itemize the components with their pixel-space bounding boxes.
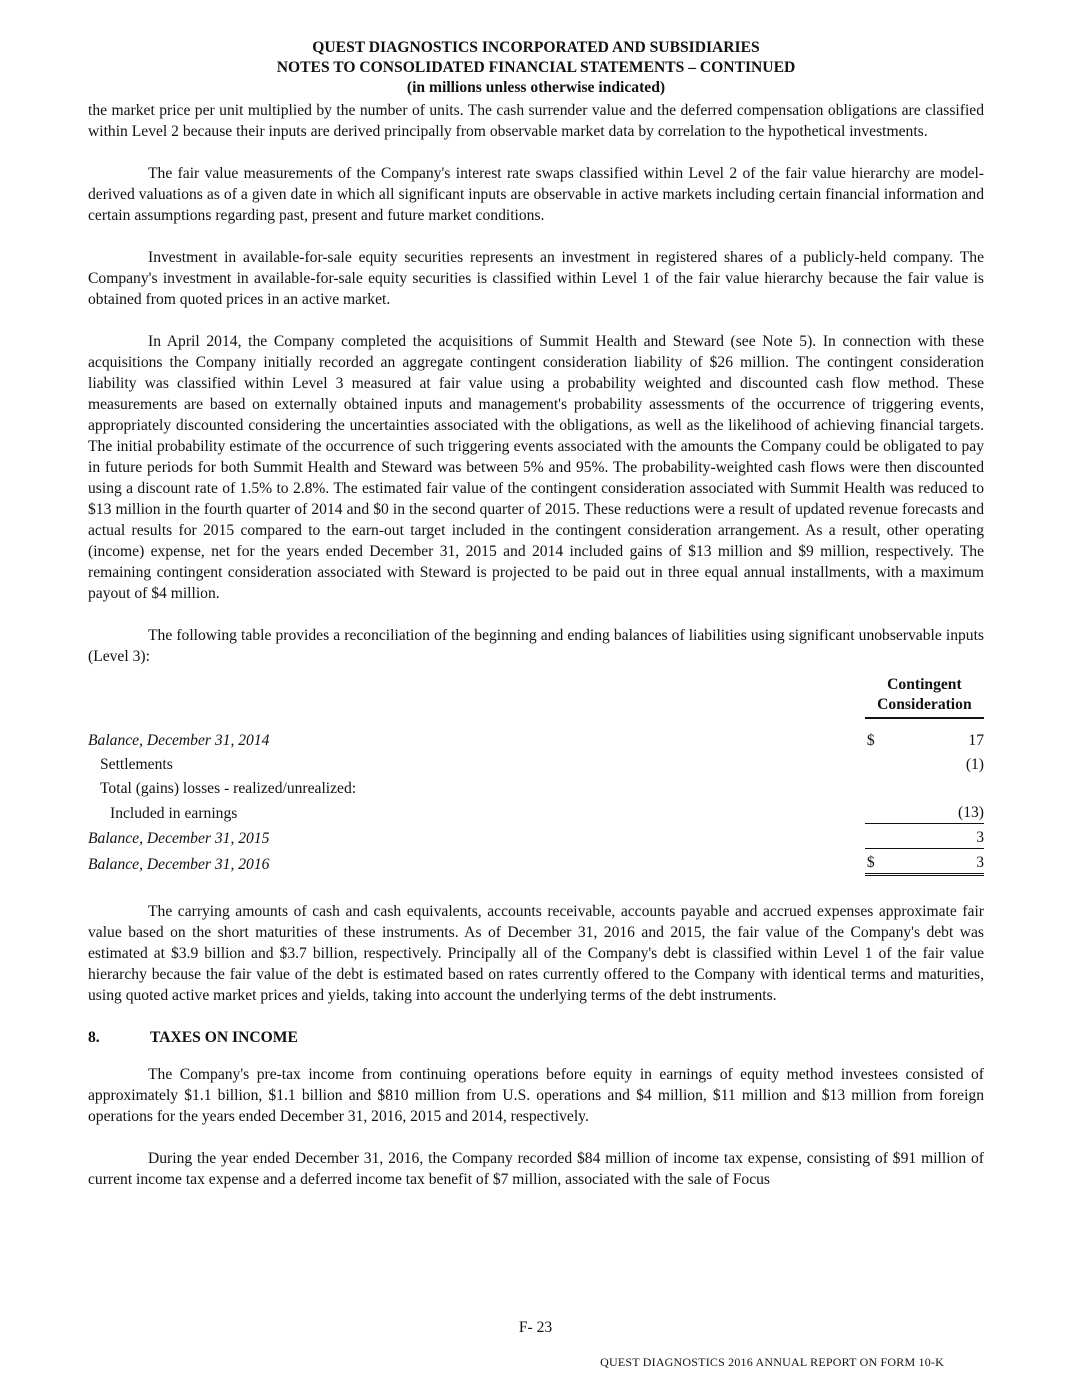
page-header: [88, 38, 984, 98]
table-row: [88, 824, 984, 849]
header-units-note: (in millions unless otherwise indicated): [406, 79, 666, 96]
header-notes-title: NOTES TO CONSOLIDATED FINANCIAL STATEMENTS – CONTINUED: [276, 59, 796, 76]
section-number: 8.: [88, 1029, 100, 1046]
row-currency: $: [865, 849, 897, 875]
row-currency: [865, 775, 897, 799]
section-title: TAXES ON INCOME: [150, 1029, 298, 1046]
row-currency: [865, 751, 897, 775]
paragraph-interest-rate-swaps: The fair value measurements of the Company's interest rate swaps classified within Level 2 of the fair value hierarchy are model-derived valuations as of a given date in which all significant inputs are observable in active markets including certain financial information and certain assumptions regarding past, present and future market conditions.: [88, 165, 984, 224]
row-label: Settlements: [100, 756, 173, 773]
paragraph-income-tax-expense: During the year ended December 31, 2016, the Company recorded $84 million of income tax expense, consisting of $91 million of current income tax expense and a deferred income tax benefit of $7 million, associated with the sale of Focus: [88, 1150, 984, 1188]
section-heading-taxes: [88, 1027, 984, 1048]
row-value: (1): [965, 756, 984, 773]
paragraph-carrying-amounts: The carrying amounts of cash and cash equivalents, accounts receivable, accounts payable and accrued expenses approximate fair value based on the short maturities of these instruments. As of December 31, 2016 and 2015, the fair value of the Company's debt was estimated at $3.9 billion and $3.7 billion, respectively. Principally all of the Company's debt is classified within Level 1 of the fair value hierarchy because the fair value of the debt is estimated based on rates currently offered to the Company with identical terms and maturities, using quoted active market prices and yields, taking into account the underlying terms of the debt instruments.: [88, 903, 984, 1004]
table-row: [88, 751, 984, 775]
row-currency: [865, 824, 897, 849]
row-label: Balance, December 31, 2016: [88, 855, 270, 873]
row-value: [897, 775, 984, 799]
paragraph-pretax-income: The Company's pre-tax income from continuing operations before equity in earnings of equity method investees consisted of approximately $1.1 billion, $1.1 billion and $810 million from U.S. operations and $4 million, $11 million and $13 million from foreign operations for the years ended December 31, 2016, 2015 and 2014, respectively.: [88, 1066, 984, 1125]
row-label: Total (gains) losses - realized/unrealized:: [100, 780, 357, 797]
report-footer: QUEST DIAGNOSTICS 2016 ANNUAL REPORT ON FORM 10-K: [600, 1355, 944, 1369]
row-value: 3: [897, 849, 984, 875]
row-label: Balance, December 31, 2014: [88, 732, 270, 749]
page-number: F- 23: [518, 1319, 553, 1336]
row-value: (13): [958, 804, 984, 821]
row-value: 3: [897, 824, 984, 849]
row-currency: [865, 799, 897, 824]
reconciliation-table: [88, 675, 984, 876]
row-value: 17: [968, 732, 984, 749]
column-header-contingent-consideration: Contingent Consideration: [865, 675, 984, 718]
row-label: Balance, December 31, 2015: [88, 829, 270, 847]
row-label: Included in earnings: [110, 804, 238, 822]
paragraph-reconciliation-intro: The following table provides a reconciliation of the beginning and ending balances of liabilities using significant unobservable inputs (Level 3):: [88, 627, 984, 665]
table-row: [88, 727, 984, 751]
paragraph-contingent-consideration: In April 2014, the Company completed the acquisitions of Summit Health and Steward (see Note 5). In connection with these acquisitions the Company initially recorded an aggregate contingent consideration liability of $26 million. The contingent consideration liability was classified within Level 3 measured at fair value using a probability weighted and discounted cash flow method. These measurements are based on externally obtained inputs and management's probability assessments of the occurrence of triggering events, appropriately discounted considering the uncertainties associated with the obligations, as well as the likelihood of achieving financial targets. The initial probability estimate of the occurrence of such triggering events associated with the amounts the Company could be obligated to pay in future periods for both Summit Health and Steward was between 5% and 95%. The probability-weighted cash flows were then discounted using a discount rate of 1.5% to 2.8%. The estimated fair value of the contingent consideration associated with Summit Health was reduced to $13 million in the fourth quarter of 2014 and $0 in the second quarter of 2015. These reductions were a result of updated revenue forecasts and actual results for 2015 compared to the earn-out target included in the contingent consideration arrangement. As a result, other operating (income) expense, net for the years ended December 31, 2015 and 2014 included gains of $13 million and $9 million, respectively. The remaining contingent consideration associated with Steward is projected to be paid out in three equal annual installments, with a maximum payout of $4 million.: [88, 333, 984, 602]
table-row: [88, 799, 984, 824]
table-row: [88, 775, 984, 799]
paragraph-equity-securities: Investment in available-for-sale equity securities represents an investment in registered shares of a publicly-held company. The Company's investment in available-for-sale equity securities is classified within Level 1 of the fair value hierarchy because the fair value is obtained from quoted prices in an active market.: [88, 249, 984, 308]
header-company-name: QUEST DIAGNOSTICS INCORPORATED AND SUBSIDIARIES: [312, 39, 760, 56]
table-header-row: [88, 675, 984, 718]
document-page: [88, 38, 984, 1190]
row-currency: $: [866, 732, 875, 749]
table-row: [88, 849, 984, 875]
paragraph-level2-valuation: the market price per unit multiplied by the number of units. The cash surrender value and the deferred compensation obligations are classified within Level 2 because their inputs are derived principally from observable market data by correlation to the hypothetical investments.: [88, 102, 984, 140]
